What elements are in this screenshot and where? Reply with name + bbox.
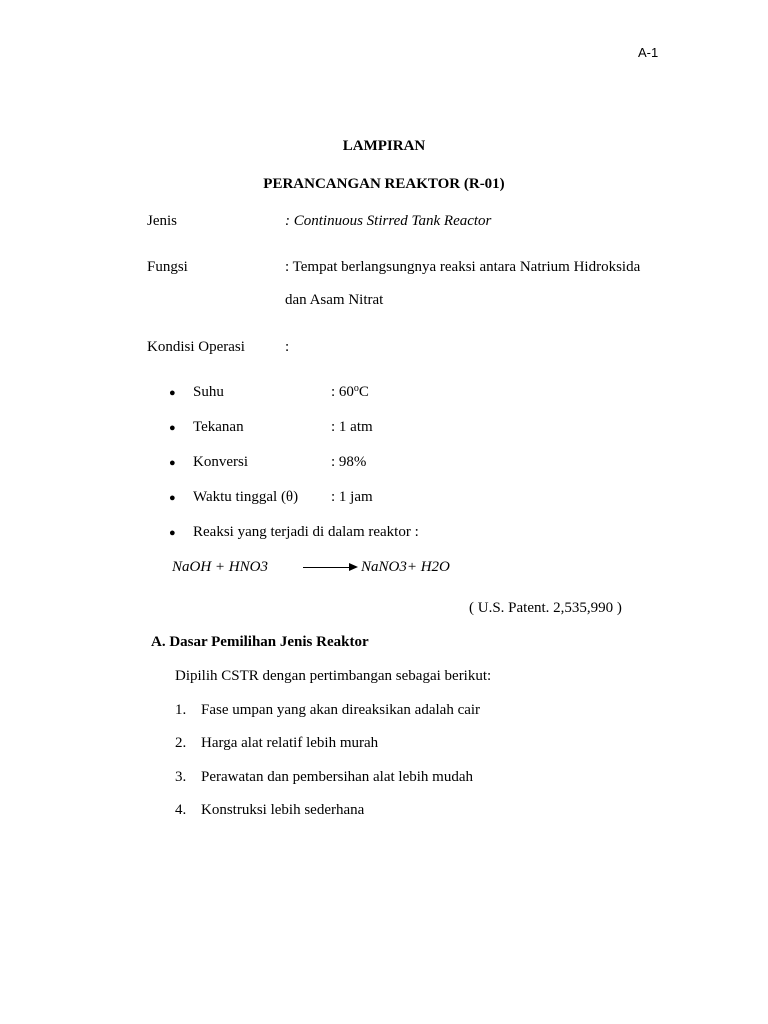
bullet-icon: ● [169,527,176,539]
suhu-value: : 60$^o$C [331,383,369,400]
reaction-arrow-head-icon [349,563,358,571]
bullet-icon: ● [169,422,176,434]
reaction-reactants: NaOH + HNO3 [172,559,268,575]
section-a-intro: Dipilih CSTR dengan pertimbangan sebagai berikut: [175,668,492,684]
suhu-label: Suhu [193,384,224,400]
list-item-text: Konstruksi lebih sederhana [201,802,365,818]
bullet-icon: ● [169,492,176,504]
list-item-text: Harga alat relatif lebih murah [201,735,379,751]
kondisi-label: Kondisi Operasi [147,339,245,355]
list-item-number: 3. [175,769,187,785]
bullet-icon: ● [169,387,176,399]
list-item-text: Perawatan dan pembersihan alat lebih mudah [201,769,473,785]
list-item-text: Fase umpan yang akan direaksikan adalah cair [201,702,481,718]
patent-reference: ( U.S. Patent. 2,535,990 ) [469,600,622,616]
section-a-heading: A. Dasar Pemilihan Jenis Reaktor [151,634,369,650]
konversi-label: Konversi [193,454,248,470]
konversi-value: : 98% [331,454,367,470]
reaction-products: NaNO3+ H2O [361,559,450,575]
jenis-label: Jenis [147,213,177,229]
fungsi-label: Fungsi [147,259,188,275]
tekanan-value: : 1 atm [331,419,373,435]
jenis-value: : Continuous Stirred Tank Reactor [285,213,492,229]
kondisi-colon: : [285,339,290,355]
bullet-icon: ● [169,457,176,469]
list-item-number: 1. [175,702,187,718]
document-subtitle: PERANCANGAN REAKTOR (R-01) [263,176,505,192]
reaction-arrow [303,567,351,568]
document-title: LAMPIRAN [342,138,426,154]
tekanan-label: Tekanan [193,419,244,435]
fungsi-value-line1: : Tempat berlangsungnya reaksi antara Natrium Hidroksida [285,259,641,275]
page-number: A-1 [638,45,659,60]
list-item-number: 4. [175,802,187,818]
fungsi-value-line2: dan Asam Nitrat [285,292,384,308]
waktu-tinggal-value: : 1 jam [331,489,373,505]
waktu-tinggal-label: Waktu tinggal (θ) [193,489,299,505]
reaksi-label: Reaksi yang terjadi di dalam reaktor : [193,524,419,540]
list-item-number: 2. [175,735,187,751]
